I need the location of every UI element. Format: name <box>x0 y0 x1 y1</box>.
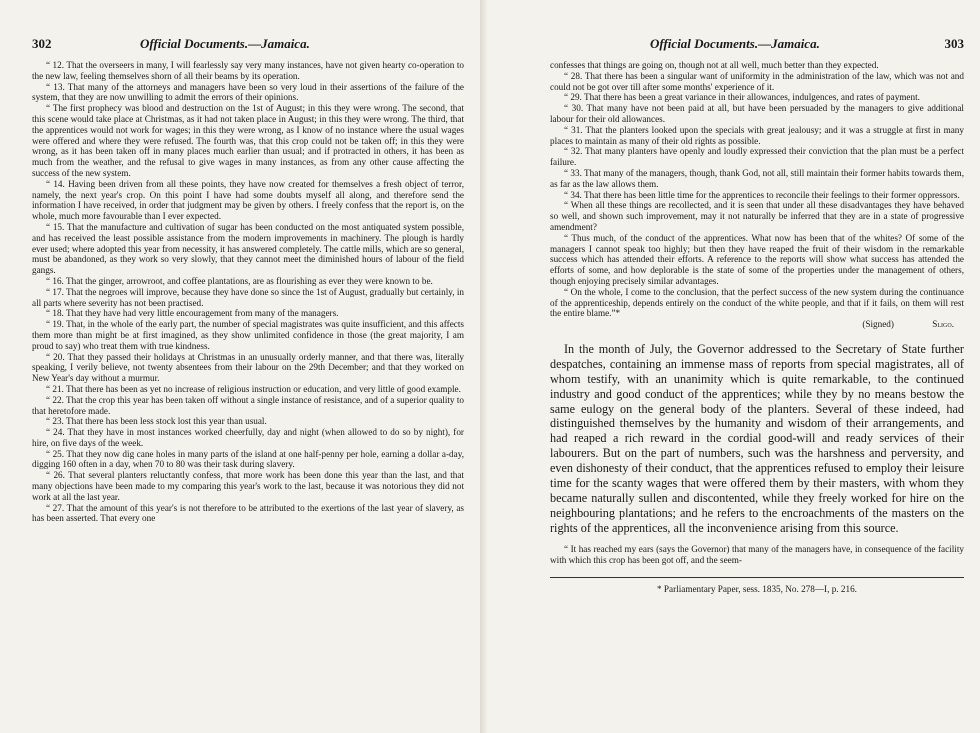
paragraph-28: “ 28. That there has been a singular want of uniformity in the administration of the law, which was not and could not be got over till after some months' experience of it. <box>550 70 964 92</box>
paragraph-23: “ 23. That there has been less stock lost this year than usual. <box>46 416 267 427</box>
paragraph-whites: “ Thus much, of the conduct of the apprentices. What now has been that of the whites? Of some of the managers I cannot speak too highly; but then they have reaped the fruit of their wisdom in the remarkable success which has attended their efforts. A reference to the reports will show what success has attended the efforts of some, and how deplorable is the state of some of the properties under the management of others, though enjoying precisely similar advantages. <box>550 232 964 286</box>
paragraph-19: “ 19. That, in the whole of the early part, the number of special magistrates was quite insufficient, and this affects them more than might be at first imagined, as they show unlimited confidence in those (the great majority, I am proud to say) who treat them with true kindness. <box>32 319 464 351</box>
right-page-body <box>550 342 964 536</box>
paragraph-34: “ 34. That there has been little time for the apprentices to reconcile their feelings to their former oppressors. <box>564 189 960 200</box>
paragraph-12: “ 12. That the overseers in many, I will fearlessly say very many instances, have not given hearty co-operation to the new law, feeling themselves shorn of all their beams by its operation. <box>32 60 464 81</box>
paragraph-21: “ 21. That there has been as yet no increase of religious instruction or education, and very little of good example. <box>46 383 461 394</box>
paragraph-14: “ 14. Having been driven from all these points, they have now created for themselves a fresh object of terror, namely, the next year's crop. On this point I have had some doubts myself all along, and therefore send the information I have received, in order that judgment may be given by others. I freely confess that the report is, on the whole, much more favourable than I ever expected. <box>32 178 464 222</box>
paragraph-17: “ 17. That the negroes will improve, because they have done so since the 1st of August, gradually but certainly, in all parts where severity has not been practised. <box>32 286 464 308</box>
right-page-quoted-text <box>550 60 964 319</box>
paragraph-conclusion: “ On the whole, I come to the conclusion, that the perfect success of the new system during the continuance of the apprenticeship, depends entirely on the conduct of the white people, and that if it fails, on them will rest the entire blame.”* <box>550 286 964 319</box>
right-page-header <box>550 36 964 54</box>
left-page-number: 302 <box>32 36 52 51</box>
governor-quote <box>550 544 964 566</box>
right-page <box>488 0 980 733</box>
left-page-text <box>32 60 464 524</box>
paragraph-31: “ 31. That the planters looked upon the specials with great jealousy; and it was a struggle at first in many places to maintain as many of their old rights as possible. <box>550 124 964 146</box>
paragraph-27: “ 27. That the amount of this year's is not therefore to be attributed to the exertions of the last year of slavery, as has been asserted. That every one <box>32 502 464 524</box>
paragraph-governor-continuation: “ It has reached my ears (says the Governor) that many of the managers have, in consequence of the facility with which this crop has been got off, and the seem- <box>550 543 964 565</box>
signature-line <box>550 319 964 330</box>
paragraph-18: “ 18. That they have had very little encouragement from many of the managers. <box>46 308 339 319</box>
paragraph-33: “ 33. That many of the managers, though, thank God, not all, still maintain their former habits towards them, as far as the law allows them. <box>550 167 964 189</box>
paragraph-32: “ 32. That many planters have openly and loudly expressed their conviction that the plan must be a perfect failure. <box>550 146 964 168</box>
paragraph-16: “ 16. That the ginger, arrowroot, and coffee plantations, are as flourishing as ever they were known to be. <box>46 275 433 286</box>
left-page-header <box>32 36 464 54</box>
signed-label: (Signed) <box>862 319 894 330</box>
right-page-number: 303 <box>944 36 964 51</box>
left-running-title: Official Documents.—Jamaica. <box>140 36 310 51</box>
paragraph-20: “ 20. That they passed their holidays at Christmas in an unusually orderly manner, and that there was, literally speaking, I verily believe, not twenty absentees from their labour on the 29th December; and that they worked on New Year's day without a murmur. <box>32 351 464 384</box>
body-paragraph-july: In the month of July, the Governor addressed to the Secretary of State further despatches, containing an immense mass of reports from special magistrates, all of whom testify, with an unanimity which is quite remarkable, to the continued industry and good conduct of the apprentices; while they by no means bestow the same eulogy on the general body of the planters. Several of these indeed, had distinguished themselves by the humanity and wisdom of their arrangements, and had reaped a rich reward in the cordial good-will and ready services of their labourers. But on the part of numbers, such was the harshness and perversity, and even dishonesty of their conduct, that the apprentices refused to employ their leisure time for the scanty wages that were offered them by their masters, with whom they became naturally sullen and discontented, while they freely worked for hire on the neighbouring plantations; and he refers to the encroachments of the masters on the rights of the apprentices, all the inconvenience arising from this source. <box>550 341 964 535</box>
paragraph-27-continued: confesses that things are going on, though not at all well, much better than they expected. <box>550 60 879 70</box>
footnote-rule <box>550 577 964 578</box>
paragraph-29: “ 29. That there has been a great variance in their allowances, indulgences, and rates of payment. <box>564 92 920 103</box>
paragraph-prophecies: “ The first prophecy was blood and destruction on the 1st of August; in this they were wrong. The second, that this scene would take place at Christmas, as it had not taken place in August; in this they were wrong. The third, that the apprentices would not work for wages; in this they were wrong, as I know of no instance where the usual wages were offered and where they were refused. The fourth was, that this crop could not be taken off; in this they were wrong, as it has been taken off in many places much earlier than usual; and if protracted in others, it has been as much from the weather, and the refusal to give wages in many instances, as from any other cause affecting the success of the new system. <box>32 103 464 178</box>
book-gutter <box>480 0 488 733</box>
paragraph-22: “ 22. That the crop this year has been taken off without a single instance of resistance, and of a superior quality to that heretofore made. <box>32 394 464 416</box>
paragraph-15: “ 15. That the manufacture and cultivation of sugar has been conducted on the most antiquated system possible, and has received the least possible assistance from the modern improvements in machinery. The plough is hardly ever used; where adopted this year from necessity, it has answered completely. The cattle mills, which are so general, must be abandoned, as they work so very slowly, that they cannot meet the diminished hours of labour of the field gangs. <box>32 221 464 276</box>
paragraph-13: “ 13. That many of the attorneys and managers have been so very loud in their assertions of the failure of the system, that they are now unwilling to admit the errors of their opinions. <box>32 81 464 103</box>
signed-name: Sligo. <box>932 319 954 330</box>
right-running-title: Official Documents.—Jamaica. <box>650 36 820 51</box>
footnote: * Parliamentary Paper, sess. 1835, No. 278—I, p. 216. <box>657 584 857 595</box>
left-page <box>0 0 478 733</box>
paragraph-recollected: “ When all these things are recollected, and it is seen that under all these disadvantages they have behaved so well, and shown such improvement, may it not naturally be inferred that they are in a state of progressive amendment? <box>550 200 964 232</box>
paragraph-30: “ 30. That many have not been paid at all, but have been persuaded by the managers to give additional labour for their old allowances. <box>550 103 964 124</box>
paragraph-25: “ 25. That they now dig cane holes in many parts of the island at one half-penny per hole, earning a dollar a-day, digging 160 often in a day, when 70 to 80 was their task during slavery. <box>32 448 464 470</box>
paragraph-26: “ 26. That several planters reluctantly confess, that more work has been done this year than the last, and that many objections have been made to my comparing this year's work to the last, because it was notorious they did not work at all the last year. <box>32 470 464 502</box>
paragraph-24: “ 24. That they have in most instances worked cheerfully, day and night (when allowed to do so by night), for hire, on five days of the week. <box>32 427 464 448</box>
